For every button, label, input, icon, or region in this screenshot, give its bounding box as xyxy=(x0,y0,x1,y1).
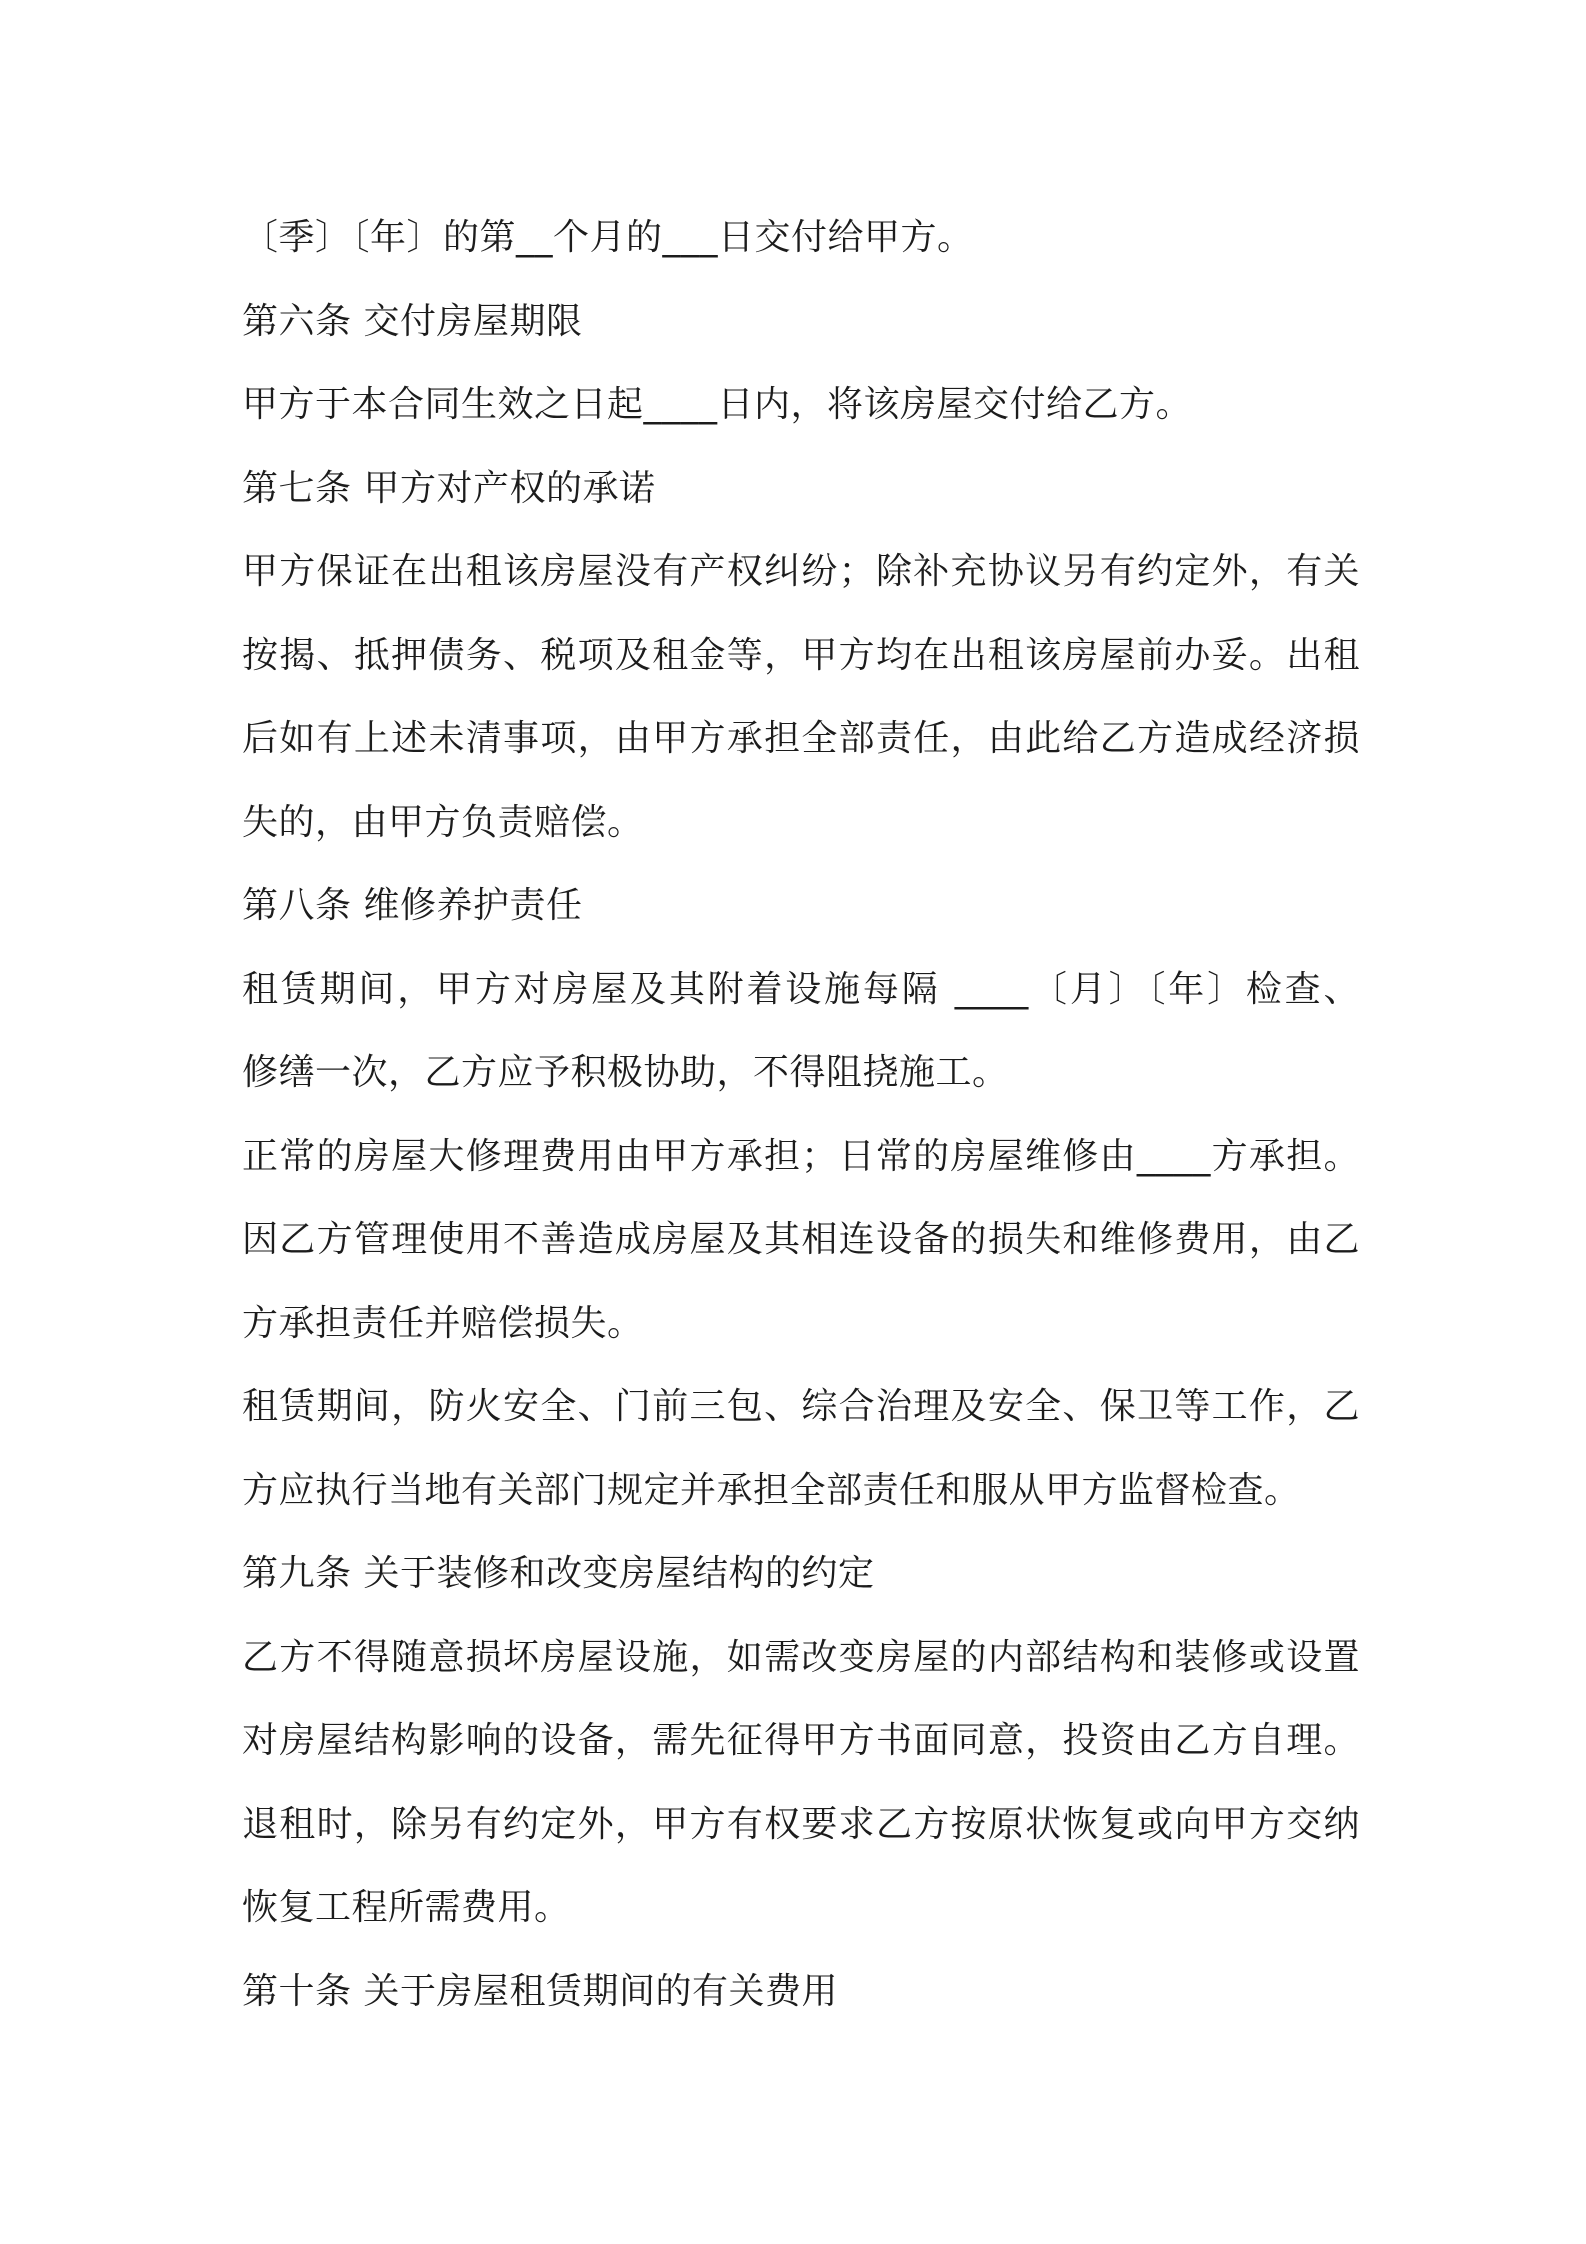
text-line: 甲方于本合同生效之日起____日内，将该房屋交付给乙方。 xyxy=(242,384,1193,425)
text-line: 方应执行当地有关部门规定并承担全部责任和服从甲方监督检查。 xyxy=(242,1469,1301,1511)
text-line: 租赁期间，防火安全、门前三包、综合治理及安全、保卫等工作，乙 xyxy=(242,1386,1360,1427)
text-line: 乙方不得随意损坏房屋设施，如需改变房屋的内部结构和装修或设置 xyxy=(242,1636,1360,1678)
text-line: 方承担责任并赔偿损失。 xyxy=(242,1302,644,1344)
article-heading-10: 第十条 关于房屋租赁期间的有关费用 xyxy=(242,1970,838,2012)
text-line: 因乙方管理使用不善造成房屋及其相连设备的损失和维修费用，由乙 xyxy=(242,1219,1360,1260)
text-line: 恢复工程所需费用。 xyxy=(242,1887,571,1928)
article-heading-9: 第九条 关于装修和改变房屋结构的约定 xyxy=(242,1553,875,1594)
article-heading-6: 第六条 交付房屋期限 xyxy=(242,300,583,342)
text-line: 修缮一次，乙方应予积极协助，不得阻挠施工。 xyxy=(242,1052,1009,1093)
text-line: 失的，由甲方负责赔偿。 xyxy=(242,801,644,843)
article-heading-8: 第八条 维修养护责任 xyxy=(242,885,583,926)
text-line: 正常的房屋大修理费用由甲方承担；日常的房屋维修由____方承担。 xyxy=(242,1135,1360,1177)
text-line: 按揭、抵押债务、税项及租金等，甲方均在出租该房屋前办妥。出租 xyxy=(242,634,1360,676)
document-body xyxy=(242,196,1360,2033)
text-line: 甲方保证在出租该房屋没有产权纠纷；除补充协议另有约定外，有关 xyxy=(242,551,1360,592)
text-line: 后如有上述未清事项，由甲方承担全部责任，由此给乙方造成经济损 xyxy=(242,718,1360,759)
text-line: 对房屋结构影响的设备，需先征得甲方书面同意，投资由乙方自理。 xyxy=(242,1720,1360,1761)
article-heading-7: 第七条 甲方对产权的承诺 xyxy=(242,467,656,509)
text-line: 租赁期间，甲方对房屋及其附着设施每隔 ____〔月〕〔年〕检查、 xyxy=(242,968,1360,1010)
text-line: 退租时，除另有约定外，甲方有权要求乙方按原状恢复或向甲方交纳 xyxy=(242,1803,1360,1845)
text-line: 〔季〕〔年〕的第__个月的___日交付给甲方。 xyxy=(242,217,974,258)
